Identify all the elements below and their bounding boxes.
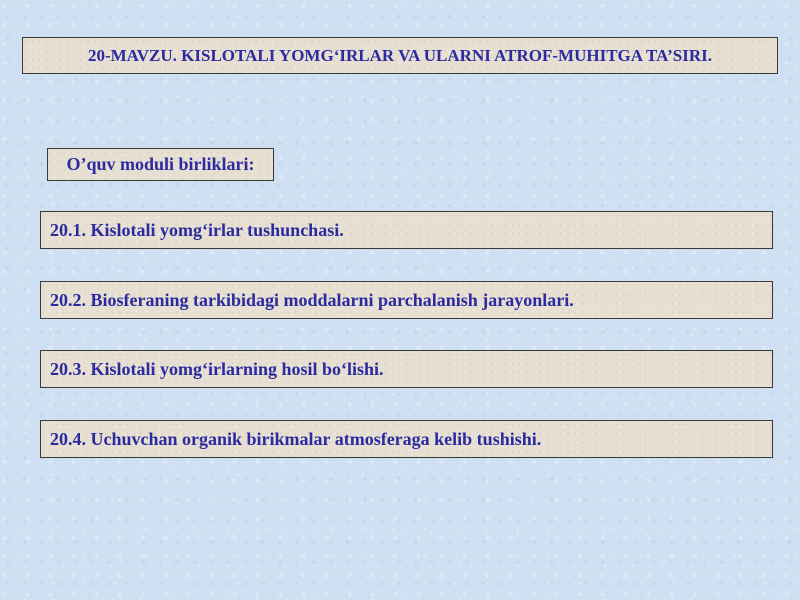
module-item-2 xyxy=(40,281,773,319)
module-item-4-text: 20.4. Uchuvchan organik birikmalar atmosferaga kelib tushishi. xyxy=(50,428,542,449)
module-item-3 xyxy=(40,350,773,388)
module-item-3-text: 20.3. Kislotali yomg‘irlarning hosil bo‘lishi. xyxy=(50,358,384,379)
module-units-heading xyxy=(47,148,274,181)
module-item-1 xyxy=(40,211,773,249)
slide-title-text: 20-MAVZU. KISLOTALI YOMG‘IRLAR VA ULARNI ATROF-MUHITGA TA’SIRI. xyxy=(87,45,713,65)
module-item-4 xyxy=(40,420,773,458)
module-units-heading-text: O’quv moduli birliklari: xyxy=(66,154,255,174)
module-item-1-text: 20.1. Kislotali yomg‘irlar tushunchasi. xyxy=(50,219,344,240)
slide-title xyxy=(22,37,778,74)
module-item-2-text: 20.2. Biosferaning tarkibidagi moddalarni parchalanish jarayonlari. xyxy=(50,289,574,310)
